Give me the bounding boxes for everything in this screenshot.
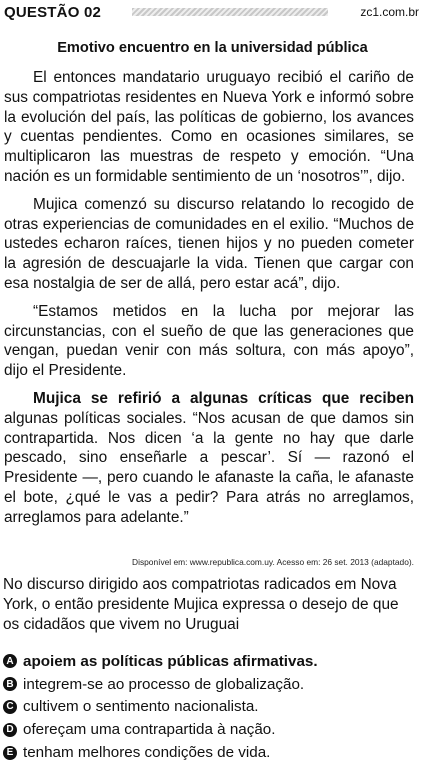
option-text: cultivem o sentimento nacionalista. (23, 698, 259, 716)
option-text: tenham melhores condições de vida. (23, 744, 271, 762)
option-letter-badge: D (3, 723, 17, 737)
option-d[interactable] (3, 718, 418, 741)
article-paragraph (4, 389, 414, 528)
article-paragraph: “Estamos metidos en la lucha por mejorar las circunstancias, con el sueño de que las generaciones que vengan, puedan venir con más soltura, con más apoyo”, dijo el Presidente. (4, 302, 414, 380)
article-title: Emotivo encuentro en la universidad pública (57, 40, 368, 56)
question-header (4, 4, 421, 22)
option-letter-badge: C (3, 700, 17, 714)
article-paragraph: El entonces mandatario uruguayo recibió el cariño de sus compatriotas residentes en Nueva York e informó sobre la evolución del país, las políticas de gobierno, los avances y cuentas pendientes. Como en ocasiones similares, se multiplicaron las muestras de respeto y emoción. “Una nación es un formidable sentimiento de un ‘nosotros’”, dijo. (4, 69, 414, 185)
header-decorative-band (132, 8, 328, 16)
question-label: QUESTÃO 02 (4, 4, 102, 21)
option-letter-badge: E (3, 746, 17, 760)
option-e[interactable] (3, 741, 418, 764)
source-citation: Disponível em: www.republica.com.uy. Acesso em: 26 set. 2013 (adaptado). (132, 557, 414, 567)
option-text: apoiem as políticas públicas afirmativas. (23, 652, 318, 670)
option-letter-badge: A (3, 654, 17, 668)
paragraph-text: algunas políticas sociales. “Nos acusan de que damos sin contrapartida. Nos dicen ‘a la gente no hay que darle pescado, sino enseñarle a pescar’. Sí — razonó el Presidente —, pero cuando le afanaste la caña, le afanaste el bote, ¿qué le vas a pedir? Para atrás no arreglamos, arreglamos para adelante.” (4, 409, 414, 526)
option-b[interactable] (3, 673, 418, 696)
option-c[interactable] (3, 696, 418, 719)
answer-options (3, 650, 418, 764)
option-text: integrem-se ao processo de globalização. (23, 675, 305, 693)
site-watermark: zc1.com.br (360, 5, 419, 19)
article-body (4, 68, 414, 536)
article-paragraph: Mujica comenzó su discurso relatando lo recogido de otras experiencias de comunidades en el exilio. “Muchos de ustedes echaron raíces, tienen hijos y no pueden cometer la agresión de descuajarle la vida. Tienen que cargar con esa nostalgia de ser de allá, pero estar acá”, dijo. (4, 195, 414, 292)
option-text: ofereçam uma contrapartida à nação. (23, 721, 276, 739)
paragraph-bold-lead: Mujica se refirió a algunas críticas que reciben (33, 389, 414, 407)
question-prompt: No discurso dirigido aos compatriotas radicados em Nova York, o então presidente Mujica expressa o desejo de que os cidadãos que vivem no Uruguai (3, 576, 399, 633)
option-a[interactable] (3, 650, 418, 673)
option-letter-badge: B (3, 677, 17, 691)
